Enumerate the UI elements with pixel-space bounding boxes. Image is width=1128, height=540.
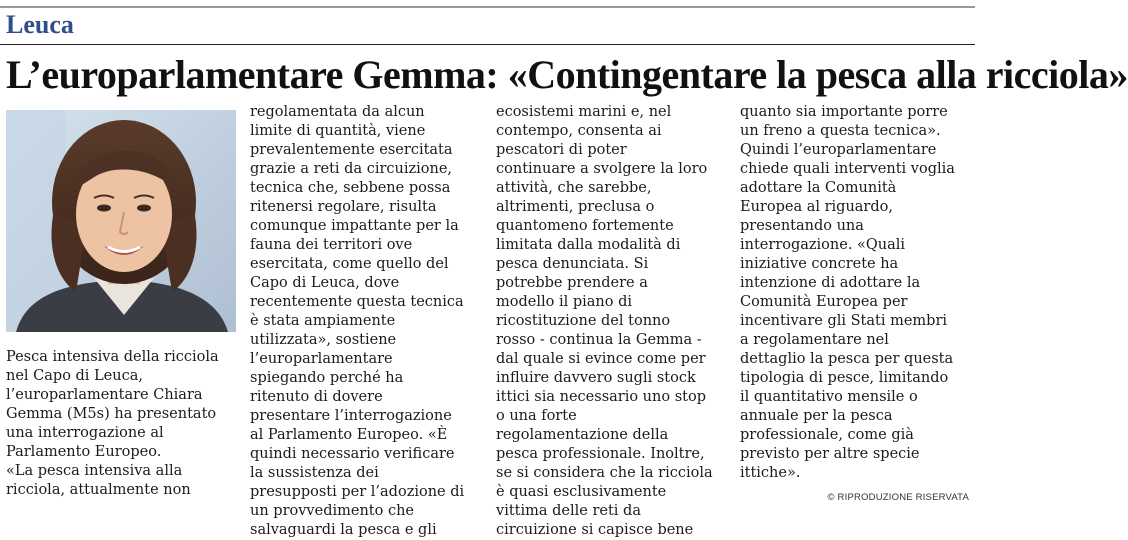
copyright-notice: © RIPRODUZIONE RISERVATA bbox=[827, 492, 969, 503]
article-column-2: regolamentata da alcun limite di quantità, viene prevalentemente esercitata grazie a reti da circuizione, tecnica che, sebbene possa ritenersi regolare, risulta comunque impattante per la fauna dei territori ove esercitata, come quello del Capo di Leuca, dove recentemente questa tecnica è stata ampiamente utilizzata», sostiene l’europarlamentare spiegando perché ha ritenuto di dovere presentare l’interrogazione al Parlamento Europeo. «È quindi necessario verificare la sussistenza dei presupposti per l’adozione di un provvedimento che salvaguardi la pesca e gli bbox=[250, 104, 465, 538]
article-column-3: ecosistemi marini e, nel contempo, consenta ai pescatori di poter continuare a svolgere la loro attività, che sarebbe, altrimenti, preclusa o quantomeno fortemente limitata dalla modalità di pesca denunciata. Si potrebbe prendere a modello il piano di ricostituzione del tonno rosso - continua la Gemma - dal quale si evince come per influire davvero sugli stock ittici sia necessario uno stop o una forte regolamentazione della pesca professionale. Inoltre, se si considera che la ricciola è quasi esclusivamente vittima delle reti da circuizione si capisce bene bbox=[496, 104, 713, 538]
portrait-illustration bbox=[6, 110, 236, 332]
section-divider bbox=[0, 44, 975, 45]
photo-caption-column: Pesca intensiva della ricciola nel Capo di Leuca, l’europarlamentare Chiara Gemma (M5s) ha presentato una interrogazione al Parlamento Europeo. «La pesca intensiva alla ricciola, attualmente non bbox=[6, 349, 219, 498]
article-column-4: quanto sia importante porre un freno a questa tecnica». Quindi l’europarlamentare chiede quali interventi voglia adottare la Comunità Europea al riguardo, presentando una interrogazione. «Quali iniziative concrete ha intenzione di adottare la Comunità Europea per incentivare gli Stati membri a regolamentare nel dettaglio la pesca per questa tipologia di pesce, limitando il quantitativo mensile o annuale per la pesca professionale, come già previsto per altre specie ittiche». bbox=[740, 104, 955, 481]
article-headline: L’europarlamentare Gemma: «Contingentare la pesca alla ricciola» bbox=[6, 52, 1128, 97]
top-divider bbox=[0, 6, 975, 8]
section-label: Leuca bbox=[6, 10, 74, 39]
portrait-photo bbox=[6, 110, 236, 332]
